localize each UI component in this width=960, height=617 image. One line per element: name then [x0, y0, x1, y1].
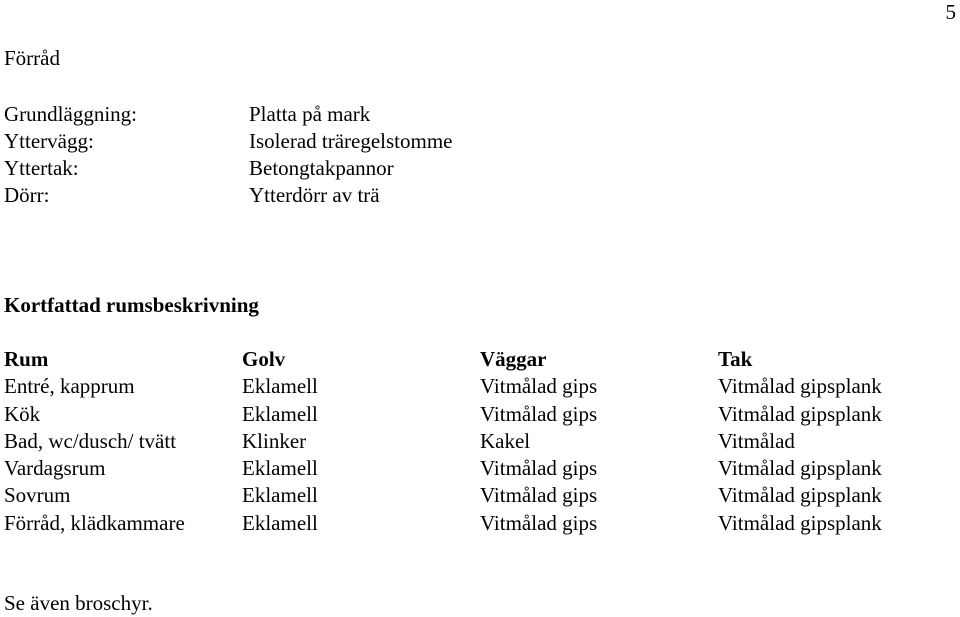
spec-label: Dörr: [4, 183, 50, 207]
spec-value: Platta på mark [249, 102, 371, 126]
table-row [4, 483, 958, 510]
table-row [4, 511, 958, 538]
cell-ceiling: Vitmålad gipsplank [718, 510, 882, 535]
footer-note: Se även broschyr. [4, 591, 153, 615]
table-row [4, 429, 958, 456]
spec-value: Ytterdörr av trä [249, 183, 380, 207]
building-spec-list [4, 102, 453, 210]
cell-room: Bad, wc/dusch/ tvätt [4, 428, 177, 453]
cell-floor: Eklamell [242, 483, 318, 508]
cell-walls: Vitmålad gips [480, 510, 598, 535]
cell-walls: Vitmålad gips [480, 483, 598, 508]
page-number: 5 [945, 0, 956, 24]
spec-row-roof [4, 156, 453, 183]
cell-room: Entré, kapprum [4, 374, 135, 399]
spec-value: Isolerad träregelstomme [249, 129, 453, 153]
cell-floor: Klinker [242, 428, 307, 453]
table-row [4, 456, 958, 483]
cell-room: Sovrum [4, 483, 71, 508]
room-description-heading: Kortfattad rumsbeskrivning [4, 293, 259, 317]
cell-ceiling: Vitmålad [718, 428, 795, 453]
cell-room: Förråd, klädkammare [4, 510, 185, 535]
column-header-ceiling: Tak [718, 347, 753, 371]
cell-walls: Vitmålad gips [480, 456, 598, 481]
column-header-room: Rum [4, 347, 49, 371]
spec-label: Yttertak: [4, 156, 79, 180]
spec-label: Yttervägg: [4, 129, 94, 153]
cell-floor: Eklamell [242, 374, 318, 399]
cell-floor: Eklamell [242, 510, 318, 535]
cell-ceiling: Vitmålad gipsplank [718, 374, 882, 399]
table-header-row [4, 347, 958, 374]
cell-room: Kök [4, 401, 41, 426]
table-row [4, 402, 958, 429]
cell-floor: Eklamell [242, 456, 318, 481]
section-title: Förråd [4, 46, 60, 70]
cell-walls: Kakel [480, 428, 531, 453]
cell-ceiling: Vitmålad gipsplank [718, 401, 882, 426]
cell-room: Vardagsrum [4, 456, 106, 481]
cell-walls: Vitmålad gips [480, 401, 598, 426]
spec-row-foundation [4, 102, 453, 129]
column-header-walls: Väggar [480, 347, 547, 371]
spec-label: Grundläggning: [4, 102, 137, 126]
cell-walls: Vitmålad gips [480, 374, 598, 399]
table-row [4, 374, 958, 401]
column-header-floor: Golv [242, 347, 286, 371]
cell-ceiling: Vitmålad gipsplank [718, 456, 882, 481]
cell-ceiling: Vitmålad gipsplank [718, 483, 882, 508]
spec-row-exterior-wall [4, 129, 453, 156]
cell-floor: Eklamell [242, 401, 318, 426]
room-table [4, 347, 958, 538]
spec-value: Betongtakpannor [249, 156, 394, 180]
spec-row-door [4, 183, 453, 210]
